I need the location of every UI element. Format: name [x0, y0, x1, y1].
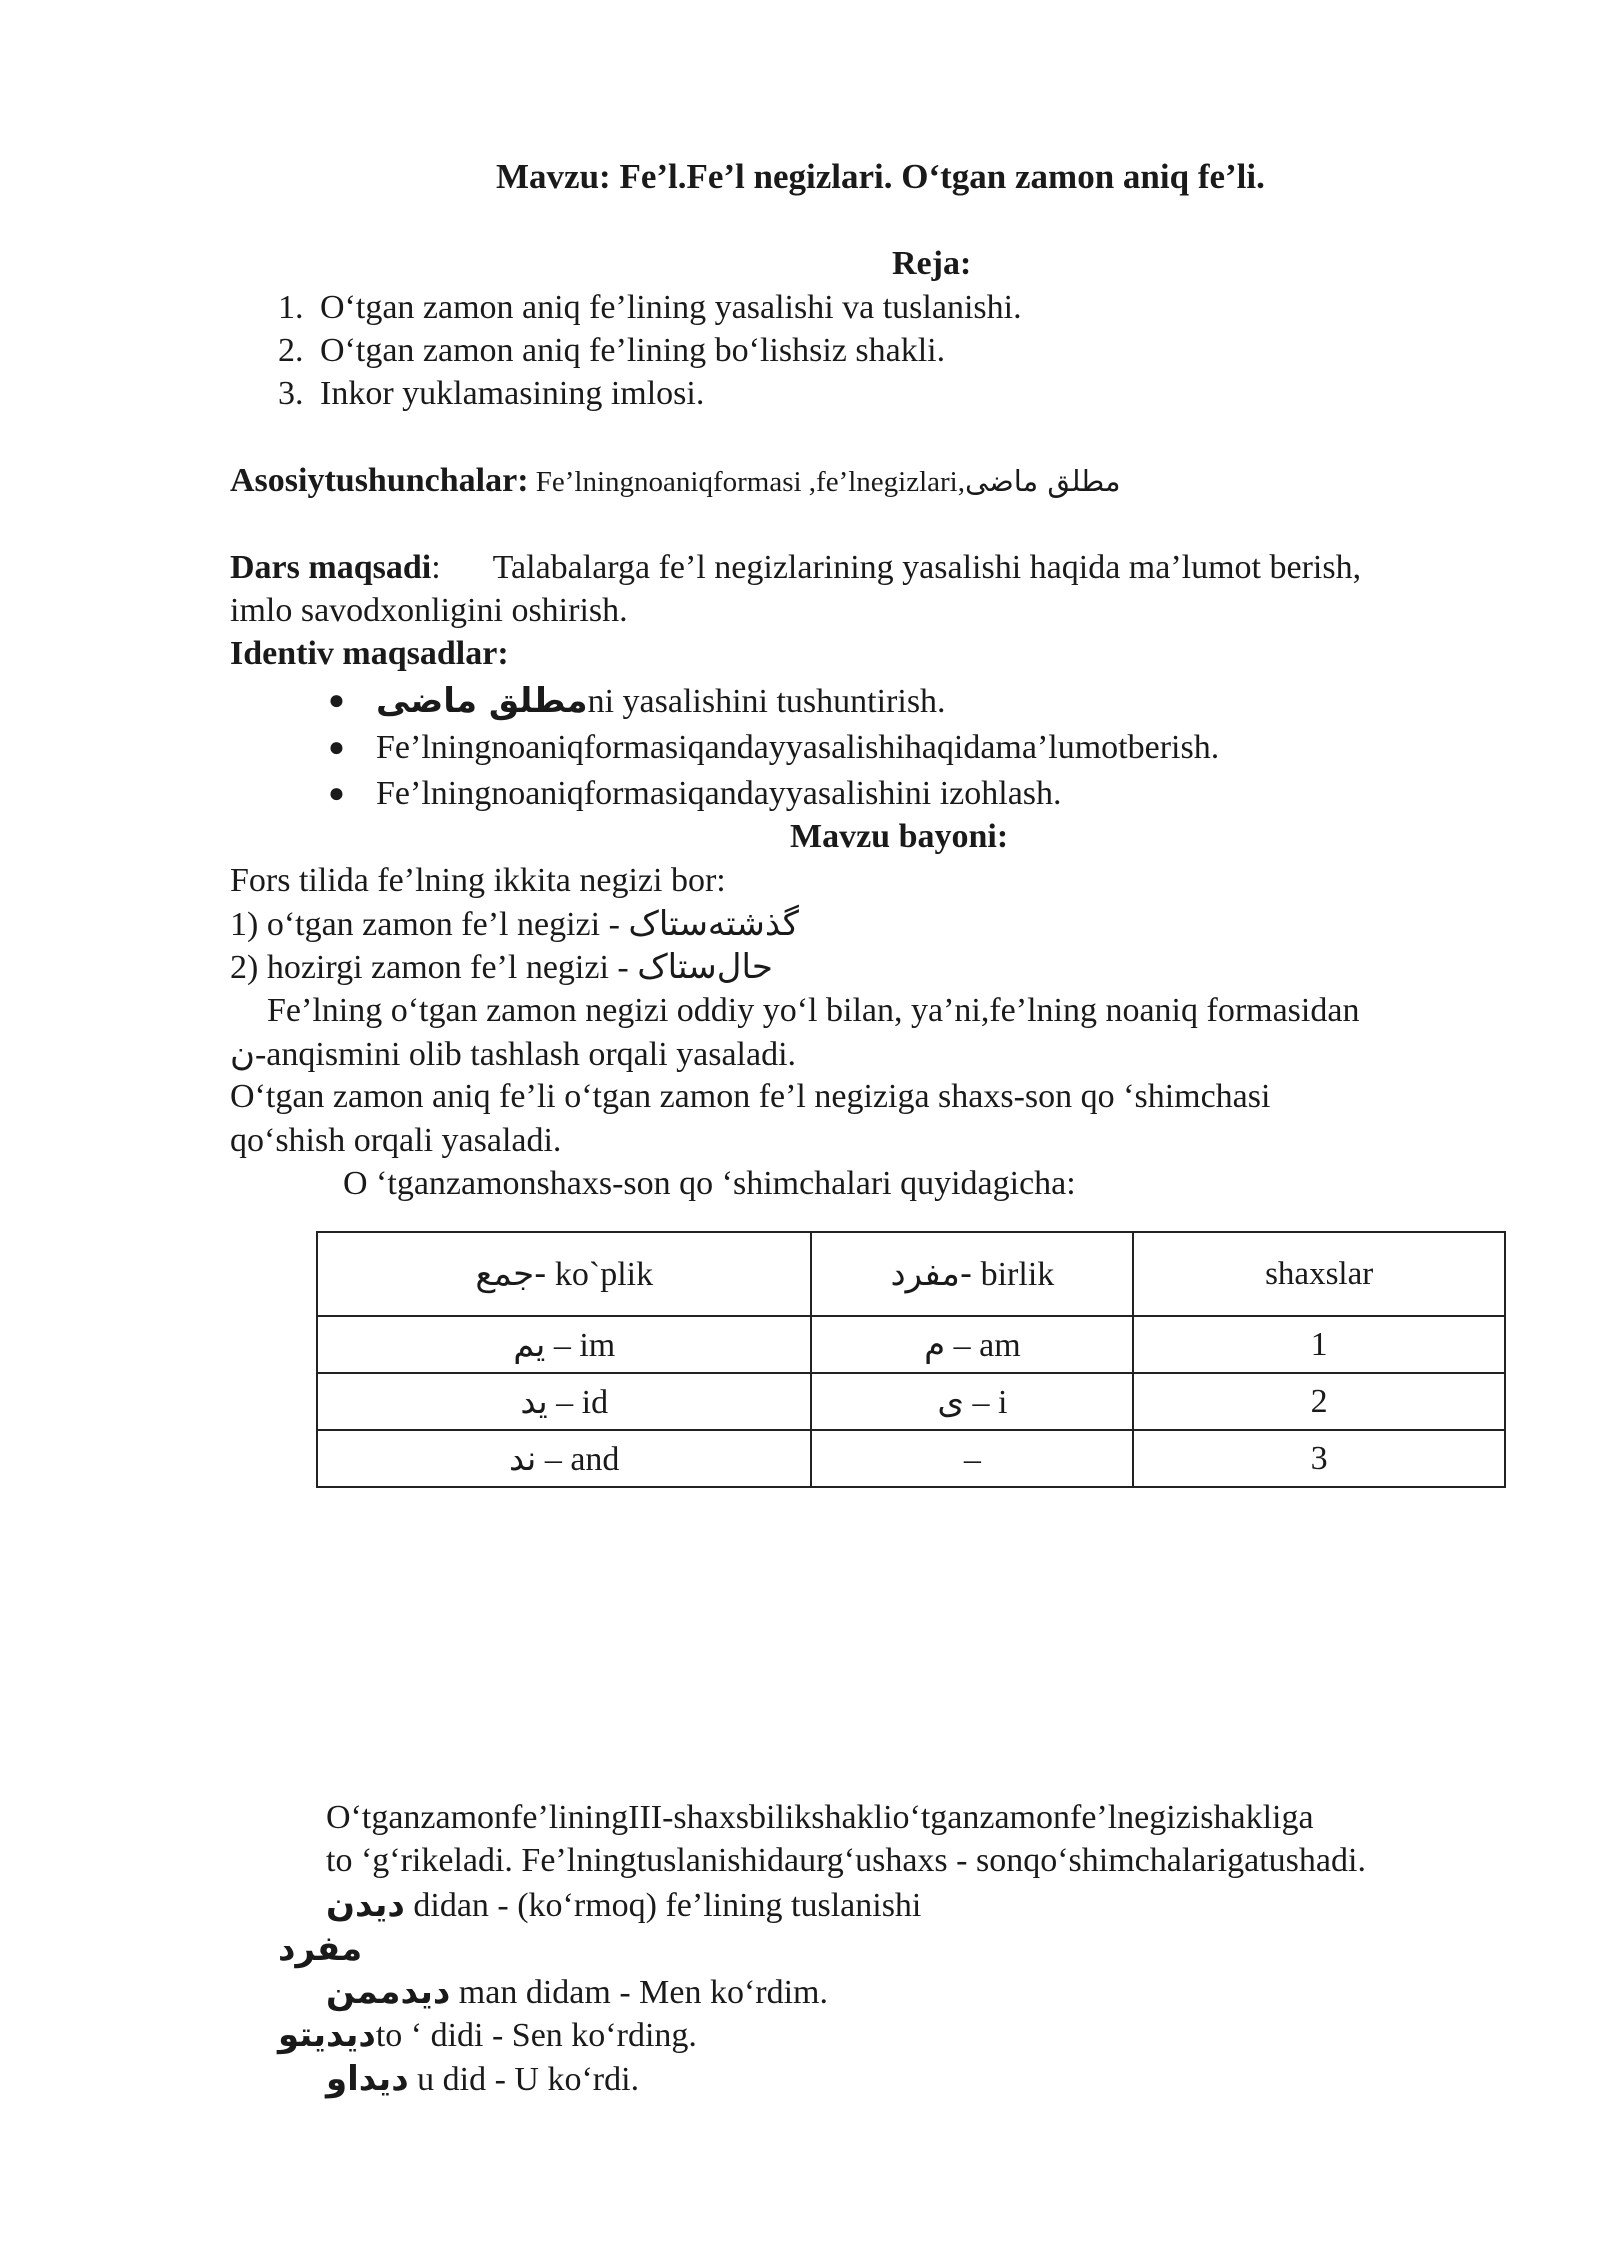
paragraph-1-arabic: ن — [230, 1034, 255, 1074]
cell-plural — [317, 1373, 811, 1430]
plan-item-2 — [278, 330, 945, 372]
cell-singular — [811, 1430, 1133, 1487]
cell-plural-arabic: ید — [520, 1381, 548, 1422]
conjugation-row — [326, 2058, 639, 2101]
identive-item-text: ni yasalishini tushuntirish. — [587, 683, 946, 720]
plan-item-text: O‘tgan zamon aniq fe’lining bo‘lishsiz shakli. — [320, 332, 946, 369]
plan-item-1 — [278, 287, 1022, 329]
page-title: Mavzu: Fe’l.Fe’l negizlari. O‘tgan zamon aniq fe’li. — [496, 157, 1265, 196]
plan-heading: Reja: — [892, 245, 972, 282]
present-stem-arabic: حال‌ستاک — [637, 947, 773, 987]
lesson-goal-line2: imlo savodxonligini oshirish. — [230, 592, 628, 629]
paragraph-1-line2 — [230, 1033, 796, 1076]
bullet-dot: ● — [328, 778, 345, 809]
cell-plural-arabic: یم — [513, 1324, 546, 1365]
key-concepts-label: Asosiytushunchalar: — [230, 462, 529, 499]
identive-item-2: Fe’lningnoaniqformasiqandayyasalishihaqidama’lumotberish. — [376, 729, 1220, 766]
past-stem-arabic: گذشته‌ستاک — [628, 904, 799, 944]
cell-person: 2 — [1133, 1373, 1505, 1430]
singular-label: مفرد — [278, 1929, 363, 1969]
cell-singular-text: – i — [963, 1383, 1008, 1421]
topic-intro: Fors tilida fe’lning ikkita negizi bor: — [230, 862, 726, 899]
plan-item-number: 2. — [278, 332, 304, 369]
lesson-goal-colon: : — [431, 549, 441, 586]
header-singular — [811, 1232, 1133, 1316]
conjugation-row — [326, 1971, 828, 2014]
bullet-dot: ● — [328, 732, 345, 763]
paragraph-2-line2: qo‘shish orqali yasaladi. — [230, 1122, 562, 1159]
header-plural-arabic: جمع- — [475, 1254, 547, 1294]
past-stem-line — [230, 903, 799, 946]
key-concepts-text: Fe’lningnoaniqformasi ,fe’lnegizlari, — [528, 466, 965, 498]
cell-person: 3 — [1133, 1430, 1505, 1487]
table-row — [317, 1316, 1505, 1373]
cell-person: 1 — [1133, 1316, 1505, 1373]
identive-item-arabic: مطلق ماضی — [376, 681, 588, 721]
header-singular-arabic: مفرد- — [890, 1254, 973, 1294]
table-row — [317, 1373, 1505, 1430]
header-persons: shaxslar — [1133, 1232, 1505, 1316]
cell-singular — [811, 1316, 1133, 1373]
paragraph-1-text: -anqismini olib tashlash orqali yasaladi. — [254, 1036, 797, 1073]
paragraph-2-line1: O‘tgan zamon aniq fe’li o‘tgan zamon fe’l negiziga shaxs-son qo ‘shimchasi — [230, 1078, 1271, 1115]
plan-item-3 — [278, 373, 704, 415]
cell-singular-text: – — [963, 1440, 981, 1478]
bullet-dot: ● — [328, 685, 345, 716]
suffix-table — [316, 1231, 1506, 1488]
present-stem-line — [230, 946, 773, 989]
identive-item-3: Fe’lningnoaniqformasiqandayyasalishini izohlash. — [376, 775, 1062, 812]
conjugation-arabic: دیدیتو — [278, 2015, 376, 2055]
conjugation-text: to ‘ didi - Sen ko‘rding. — [375, 2017, 697, 2054]
verb-text: didan - (ko‘rmoq) fe’lining tuslanishi — [404, 1887, 922, 1924]
cell-plural-text: – and — [536, 1440, 620, 1478]
lesson-goal-text: Talabalarga fe’l negizlarining yasalishi haqida ma’lumot berish, — [492, 549, 1362, 586]
key-concepts — [230, 460, 1121, 503]
cell-singular-text: – am — [945, 1326, 1021, 1364]
cell-singular — [811, 1373, 1133, 1430]
bottom-line-1: O‘tganzamonfe’liningIII-shaxsbilikshaklio‘tganzamonfe’lnegizishakliga — [326, 1799, 1314, 1836]
cell-plural — [317, 1316, 811, 1373]
cell-plural-text: – id — [547, 1383, 609, 1421]
lesson-goal — [230, 547, 1361, 589]
verb-arabic: دیدن — [326, 1885, 405, 1925]
conjugation-row — [278, 2014, 697, 2057]
conjugation-arabic: دیدممن — [326, 1972, 451, 2012]
conjugation-text: u did - U ko‘rdi. — [408, 2061, 640, 2098]
plan-item-number: 3. — [278, 375, 304, 412]
header-singular-text: birlik — [972, 1256, 1055, 1293]
paragraph-3: O ‘tganzamonshaxs-son qo ‘shimchalari quyidagicha: — [343, 1165, 1076, 1202]
plan-item-text: O‘tgan zamon aniq fe’lining yasalishi va tuslanishi. — [320, 289, 1022, 326]
topic-heading: Mavzu bayoni: — [790, 818, 1009, 855]
conjugation-arabic: دیداو — [326, 2059, 409, 2099]
plan-item-text: Inkor yuklamasining imlosi. — [320, 375, 705, 412]
plan-item-number: 1. — [278, 289, 304, 326]
cell-plural-arabic: ند — [509, 1438, 537, 1479]
cell-plural-text: – im — [545, 1326, 616, 1364]
table-row — [317, 1430, 1505, 1487]
lesson-goal-label: Dars maqsadi — [230, 549, 432, 586]
cell-singular-arabic: ی — [937, 1381, 964, 1422]
header-plural — [317, 1232, 811, 1316]
bottom-line-2: to ‘g‘rikeladi. Fe’lningtuslanishidaurg‘ushaxs - sonqo‘shimchalarigatushadi. — [326, 1842, 1366, 1879]
past-stem-text: 1) o‘tgan zamon fe’l negizi - — [230, 906, 629, 943]
present-stem-text: 2) hozirgi zamon fe’l negizi - — [230, 949, 638, 986]
conjugation-text: man didam - Men ko‘rdim. — [450, 1974, 828, 2011]
paragraph-1-line1: Fe’lning o‘tgan zamon negizi oddiy yo‘l bilan, ya’ni,fe’lning noaniq formasidan — [267, 992, 1360, 1029]
key-concepts-arabic: مطلق ماضی — [965, 464, 1121, 498]
table-header-row — [317, 1232, 1505, 1316]
cell-plural — [317, 1430, 811, 1487]
cell-singular-arabic: م — [924, 1324, 946, 1365]
header-plural-text: ko`plik — [546, 1256, 654, 1293]
identive-item-1 — [376, 680, 946, 723]
identive-heading: Identiv maqsadlar: — [230, 635, 509, 672]
verb-didan-line — [326, 1884, 921, 1927]
